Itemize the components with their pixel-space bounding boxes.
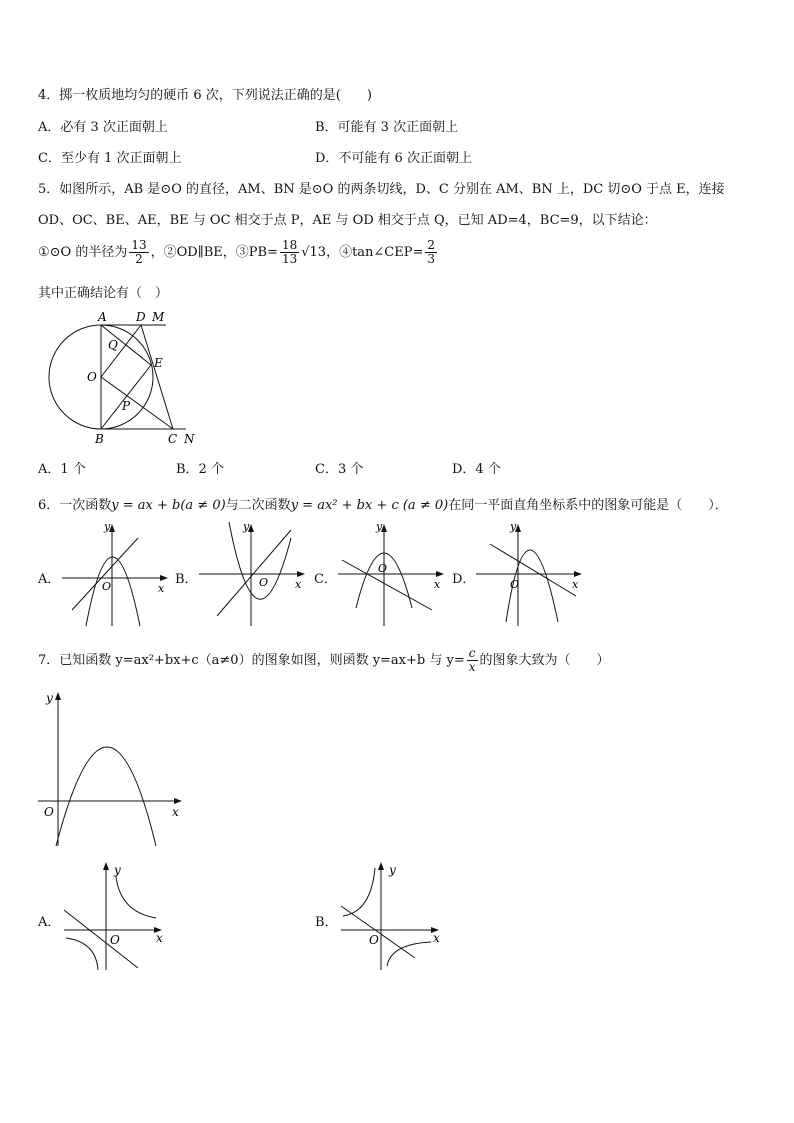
y-axis-label: y	[46, 691, 53, 705]
y-axis-label: y	[243, 520, 250, 533]
q5-conclusion-4-text: ，④tan∠CEP=	[326, 245, 424, 260]
q4-option-d: D．不可能有 6 次正面朝上	[315, 151, 472, 166]
y-axis-label: y	[376, 520, 383, 533]
q6-stem-mid: 与二次函数	[225, 498, 291, 513]
q6-graph-c	[334, 518, 446, 630]
q6-stem-pre: 6．一次函数	[38, 498, 112, 513]
origin-label: O	[110, 933, 120, 947]
origin-label: O	[44, 805, 54, 819]
fig-label-c: C	[168, 432, 178, 446]
q4-option-c: C．至少有 1 次正面朝上	[38, 151, 182, 166]
q6-linear-expr: y = ax + b(a ≠ 0)	[111, 498, 226, 513]
q5-question: 其中正确结论有（ ）	[38, 286, 169, 301]
fig-label-p: P	[122, 399, 131, 413]
q6-graph-b	[195, 518, 307, 630]
q7-stem-post: 的图象大致为（ ）	[479, 653, 610, 668]
q6-stem-post: 在同一平面直角坐标系中的图象可能是（ ）．	[448, 498, 728, 513]
q5-tan-fraction: $\frac{2}{3}$	[427, 238, 436, 266]
q5-option-d: D．4 个	[452, 462, 501, 477]
q7-option-b-label: B．	[315, 915, 338, 930]
origin-label: O	[378, 562, 388, 575]
fig-label-a: A	[98, 310, 107, 324]
q6-stem	[38, 494, 728, 513]
q4-option-b: B．可能有 3 次正面朝上	[315, 120, 459, 135]
q5-stem-line2: OD、OC、BE、AE，BE 与 OC 相交于点 P，AE 与 OD 相交于点 Q，已知 AD=4，BC=9，以下结论：	[38, 213, 657, 228]
q5-option-c: C．3 个	[315, 462, 364, 477]
x-axis-label: x	[433, 931, 440, 945]
q6-option-d-label: D．	[452, 572, 476, 587]
q6-graph-d	[472, 518, 584, 630]
q5-conclusion-2-text: ，②OD∥BE，③PB=	[150, 245, 278, 260]
q7-option-a-label: A．	[38, 915, 61, 930]
q6-option-a-label: A．	[38, 572, 61, 587]
x-axis-label: x	[295, 578, 302, 591]
q7-option-b-graph	[335, 858, 450, 973]
q7-stem	[38, 643, 610, 679]
x-axis-label: x	[434, 578, 441, 591]
x-axis-label: x	[172, 805, 179, 819]
q5-stem-line1: 5．如图所示，AB 是⊙O 的直径，AM、BN 是⊙O 的两条切线，D、C 分别在 AM、BN 上，DC 切⊙O 于点 E，连接	[38, 182, 725, 197]
origin-label: O	[102, 580, 112, 593]
q6-option-c-label: C．	[314, 572, 337, 587]
y-axis-label: y	[510, 520, 517, 533]
q7-c-over-x-fraction: $\frac{c}{x}$	[468, 646, 476, 674]
origin-label: O	[510, 578, 520, 591]
fig-label-o: O	[87, 370, 97, 384]
origin-label: O	[369, 933, 379, 947]
fig-label-d: D	[136, 310, 146, 324]
x-axis-label: x	[156, 931, 163, 945]
y-axis-label: y	[104, 520, 111, 533]
y-axis-label: y	[114, 863, 121, 877]
origin-label: O	[259, 576, 269, 589]
q6-graph-a	[58, 518, 170, 630]
q5-pb-root: √13	[301, 245, 327, 260]
q7-given-parabola-graph	[38, 688, 188, 848]
q6-quadratic-expr: y = ax² + bx + c (a ≠ 0)	[290, 498, 449, 513]
q7-option-a-graph	[58, 858, 173, 973]
q5-conclusion-1-text: ①⊙O 的半径为	[38, 245, 128, 260]
q4-stem: 4．掷一枚质地均匀的硬币 6 次，下列说法正确的是( )	[38, 88, 372, 103]
q5-circle-figure	[40, 305, 210, 450]
y-axis-label: y	[389, 863, 396, 877]
q5-pb-fraction: $\frac{18}{13}$	[281, 238, 298, 266]
q5-option-a: A．1 个	[38, 462, 86, 477]
x-axis-label: x	[572, 578, 579, 591]
fig-label-n: N	[184, 432, 195, 446]
fig-label-b: B	[95, 432, 104, 446]
q7-stem-pre: 7．已知函数 y=ax²+bx+c（a≠0）的图象如图，则函数 y=ax+b 与 y=	[38, 653, 465, 668]
q6-option-b-label: B．	[175, 572, 198, 587]
fig-label-q: Q	[108, 338, 118, 352]
q5-radius-fraction: $\frac{13}{2}$	[131, 238, 147, 266]
q4-option-a: A．必有 3 次正面朝上	[38, 120, 168, 135]
fig-label-e: E	[154, 356, 163, 370]
x-axis-label: x	[158, 582, 165, 595]
fig-label-m: M	[152, 310, 165, 324]
q5-conclusions	[38, 235, 439, 271]
q5-option-b: B．2 个	[176, 462, 224, 477]
